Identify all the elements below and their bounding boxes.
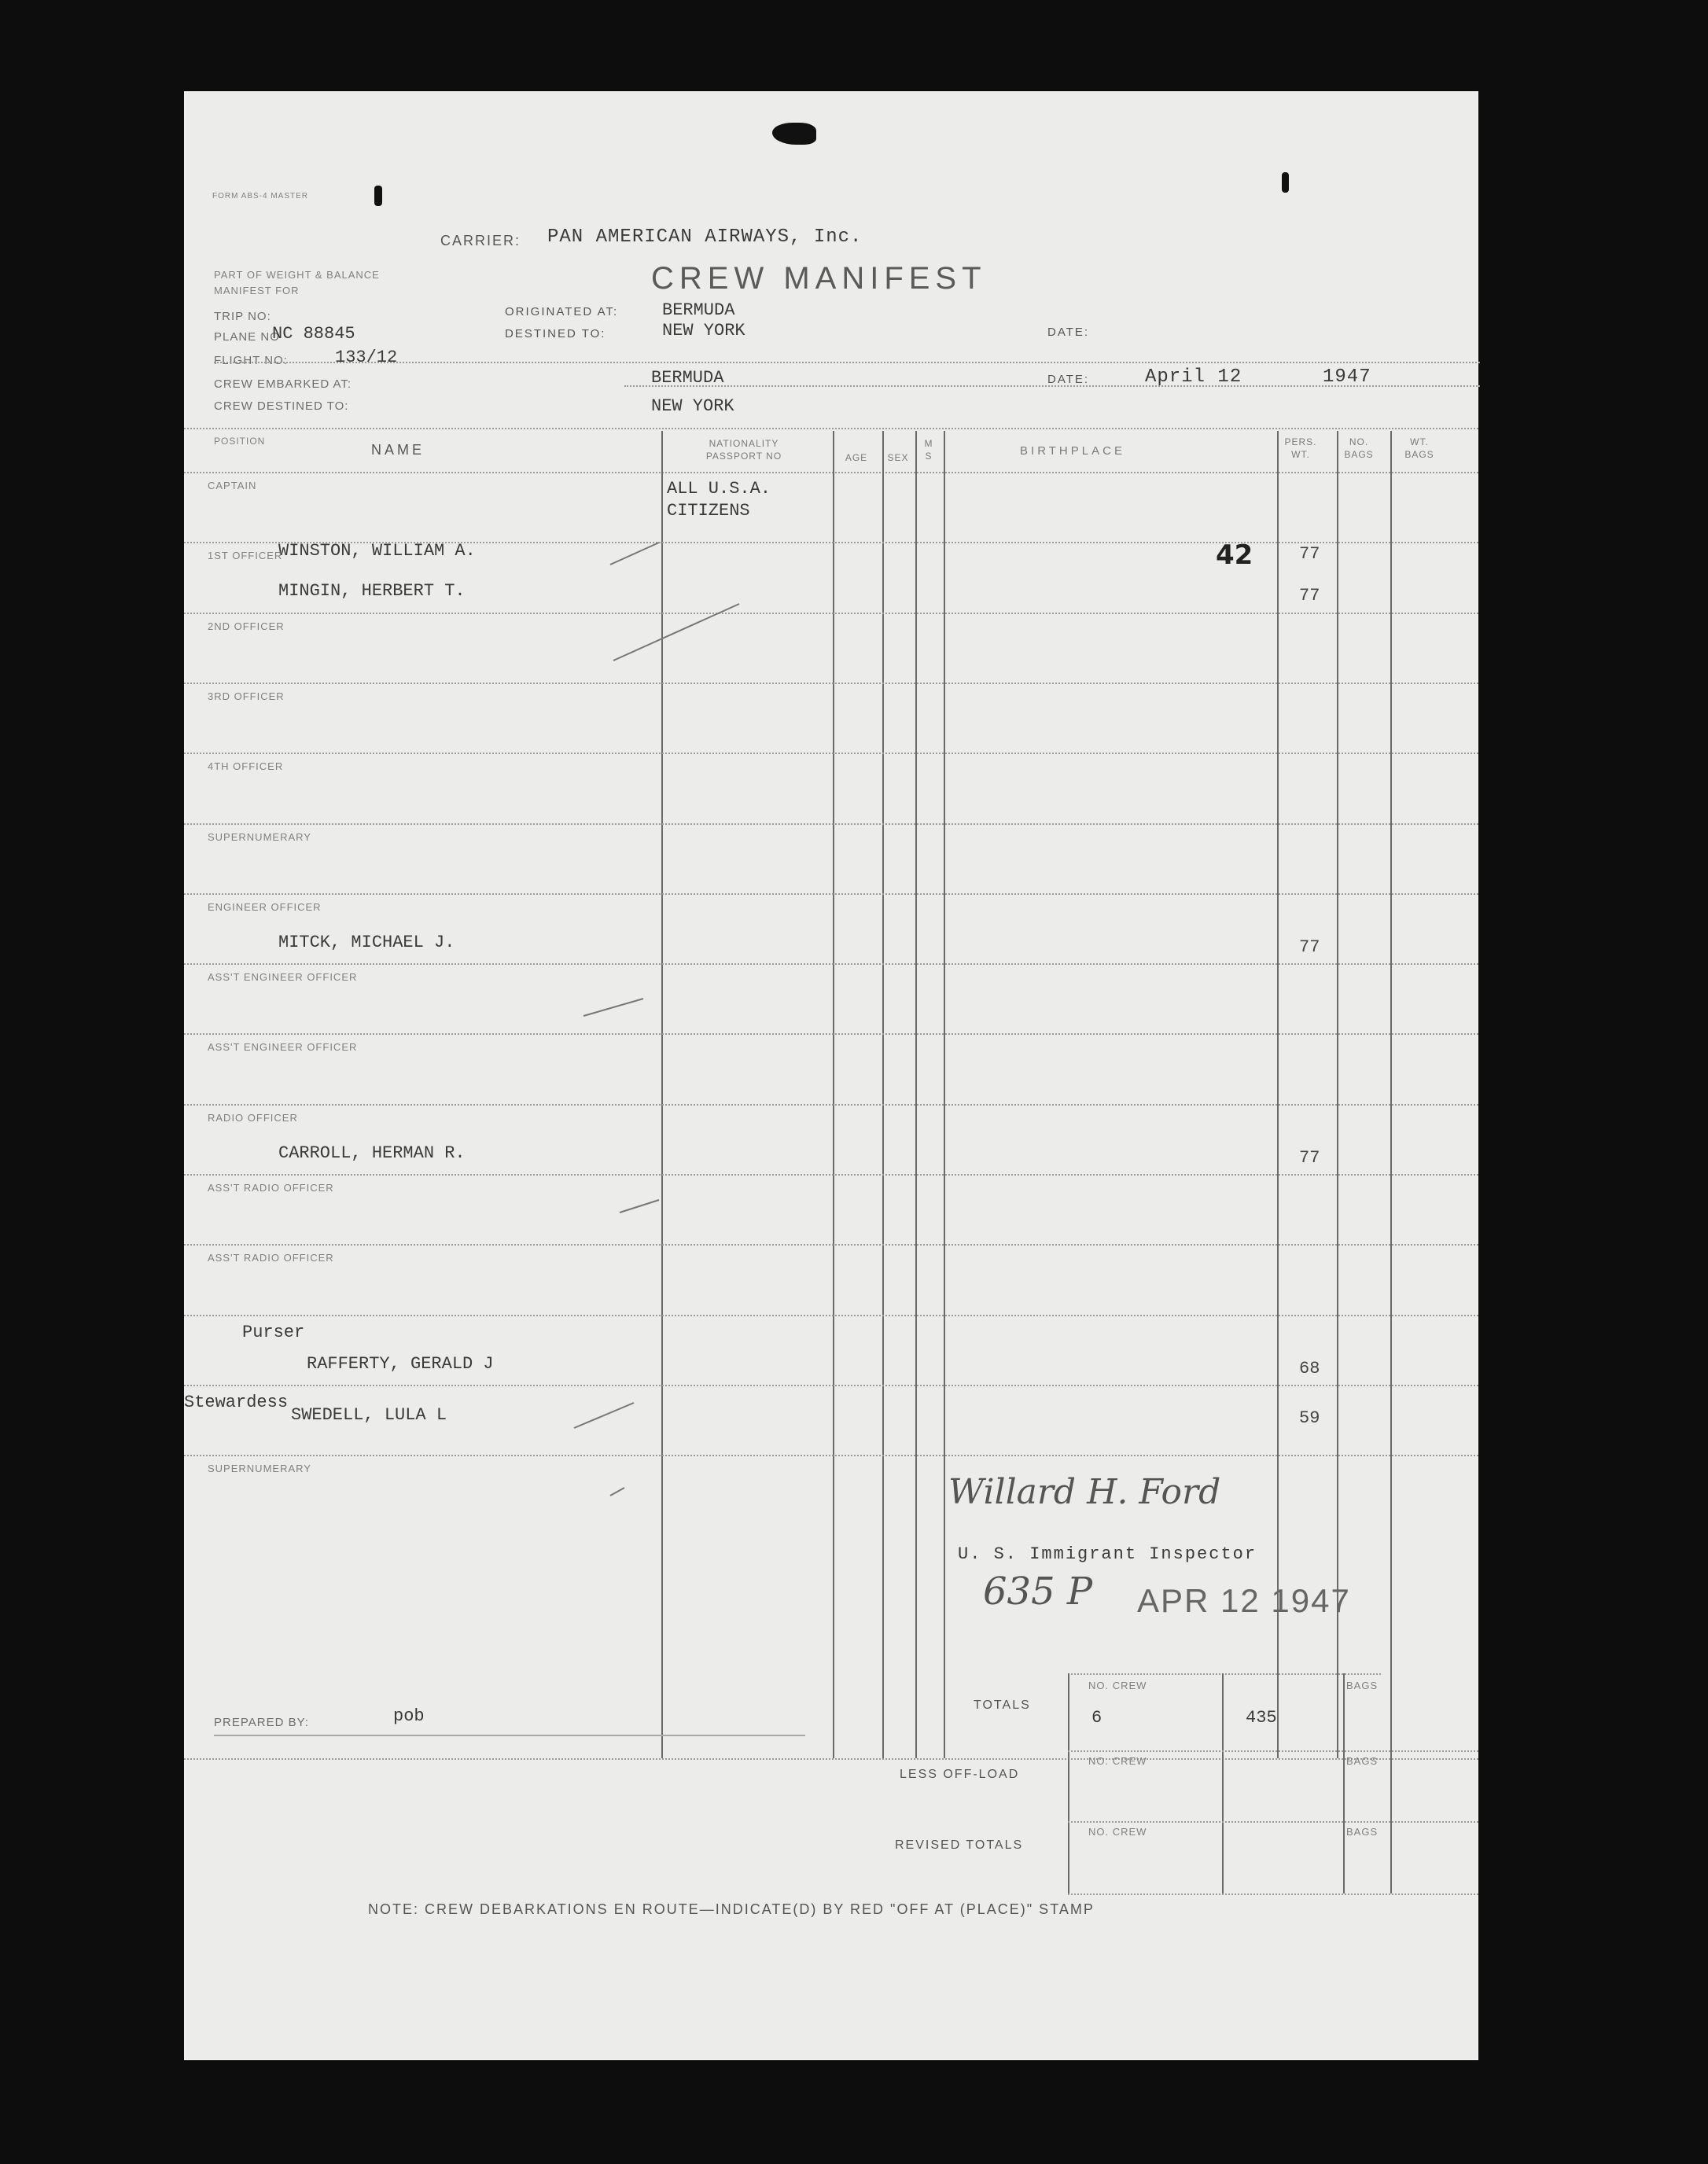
row-position: SUPERNUMERARY [208,830,311,843]
revised-totals-label: REVISED TOTALS [895,1838,1024,1852]
totals-weight: 435 [1246,1708,1277,1728]
col-age: AGE [845,452,868,463]
date2-label: DATE: [1047,373,1090,386]
carrier-value: PAN AMERICAN AIRWAYS, Inc. [547,226,863,248]
col-nationality: NATIONALITY PASSPORT NO [705,438,782,462]
row-position: 1ST OFFICER [208,550,283,562]
row-weight: 59 [1299,1408,1320,1428]
date1-label: DATE: [1047,326,1090,339]
row-name: MITCK, MICHAEL J. [278,932,455,952]
weight-balance-line1: PART OF WEIGHT & BALANCE [214,269,380,281]
totals-rule-2 [1068,1821,1478,1823]
inspector-title: U. S. Immigrant Inspector [958,1544,1257,1564]
totals-right-line [1390,1673,1392,1894]
tick-5 [574,1403,634,1428]
crew-embarked-label: CREW EMBARKED AT: [214,377,352,391]
col-pers-wt: PERS. WT. [1284,436,1317,460]
prepared-by-value: pob [393,1706,425,1726]
row-position: SUPERNUMERARY [208,1463,311,1475]
destined-to-label: DESTINED TO: [505,327,606,340]
col-position: POSITION [214,436,266,447]
inspector-signature: Willard H. Ford [948,1472,1221,1512]
crew-destined-label: CREW DESTINED TO: [214,399,349,413]
totals-no-crew: 6 [1091,1708,1102,1728]
tick-4 [620,1200,659,1213]
originated-at-label: ORIGINATED AT: [505,305,619,318]
crew-destined-value: NEW YORK [651,396,734,416]
row-weight: 77 [1299,937,1320,957]
totals-bags-line [1343,1673,1345,1894]
destined-to-value: NEW YORK [662,321,745,340]
flight-no-label: FLIGHT NO: [214,354,288,367]
revised-no-crew-label: NO. CREW [1088,1826,1147,1838]
row-position: RADIO OFFICER [208,1111,298,1124]
date-stamp: APR 12 1947 [1137,1582,1351,1619]
totals-rule-1 [1068,1750,1478,1752]
row-position: 4TH OFFICER [208,760,284,773]
row-name: WINSTON, WILLIAM A. [278,541,476,561]
row-name: MINGIN, HERBERT T. [278,581,466,602]
col-name: NAME [371,442,425,458]
revised-bags-label: BAGS [1346,1826,1379,1838]
page-title: CREW MANIFEST [651,261,987,296]
col-no-bags: NO. BAGS [1344,436,1374,460]
table-bottom-rule [184,1758,1478,1760]
tick-3 [583,999,643,1016]
row-name: RAFFERTY, GERALD J [307,1353,494,1374]
col-ms: M S [924,438,933,462]
row-name: CARROLL, HERMAN R. [278,1143,466,1163]
row-weight: 77 [1299,1147,1320,1168]
tick-6 [610,1488,624,1496]
manifest-sheet [184,91,1478,2060]
col-wt-bags: WT. BAGS [1404,436,1434,460]
flight-no-value: 133/12 [335,348,398,367]
row-weight: 77 [1299,544,1320,564]
inspector-time-note: 635 P [983,1570,1093,1614]
manifest-note: NOTE: CREW DEBARKATIONS EN ROUTE—INDICATE(D) BY RED "OFF AT (PLACE)" STAMP [368,1901,1095,1917]
row-position: ASS'T RADIO OFFICER [208,1182,334,1194]
totals-top-rule [1068,1673,1381,1675]
col-sex: SEX [887,452,909,463]
plane-no-label: PLANE NO [214,330,280,344]
form-code: FORM ABS-4 MASTER [212,192,309,201]
row-position: Stewardess [184,1392,289,1412]
row-position: 3RD OFFICER [208,690,285,702]
row-position: ASS'T RADIO OFFICER [208,1252,334,1264]
totals-bags-label: BAGS [1346,1680,1379,1691]
plane-no-value: NC 88845 [272,324,355,344]
totals-left-line [1068,1673,1069,1894]
prepared-by-label: PREPARED BY: [214,1716,309,1729]
nationality-note: ALL U.S.A. CITIZENS [667,479,771,521]
row-weight: 68 [1299,1358,1320,1378]
trip-no-label: TRIP NO: [214,310,271,323]
originated-at-value: BERMUDA [662,300,735,320]
totals-label: TOTALS [974,1698,1031,1712]
prepared-by-rule [214,1735,805,1736]
less-offload-bags-label: BAGS [1346,1755,1379,1767]
row-position: ASS'T ENGINEER OFFICER [208,971,358,984]
carrier-label: CARRIER: [440,233,521,248]
margin-number: 42 [1216,539,1253,571]
totals-mid-line [1222,1673,1224,1894]
totals-no-crew-label: NO. CREW [1088,1680,1147,1691]
tick-2 [613,604,739,661]
row-position: CAPTAIN [208,480,257,491]
pen-ticks [184,91,1478,2060]
weight-balance-line2: MANIFEST FOR [214,285,300,296]
less-offload-label: LESS OFF-LOAD [900,1768,1020,1781]
totals-rule-3 [1068,1894,1478,1895]
row-position: Purser [242,1322,305,1342]
row-weight: 77 [1299,586,1320,606]
row-position: ENGINEER OFFICER [208,900,322,913]
date2-month-day: April 12 [1145,366,1242,388]
row-name: SWEDELL, LULA L [291,1404,447,1425]
row-position: 2ND OFFICER [208,620,285,632]
crew-embarked-value: BERMUDA [651,368,724,388]
col-birthplace: BIRTHPLACE [1020,444,1125,458]
row-position: ASS'T ENGINEER OFFICER [208,1041,358,1054]
less-offload-no-crew-label: NO. CREW [1088,1755,1147,1767]
tick-1 [610,543,659,565]
date2-year: 1947 [1323,366,1371,388]
